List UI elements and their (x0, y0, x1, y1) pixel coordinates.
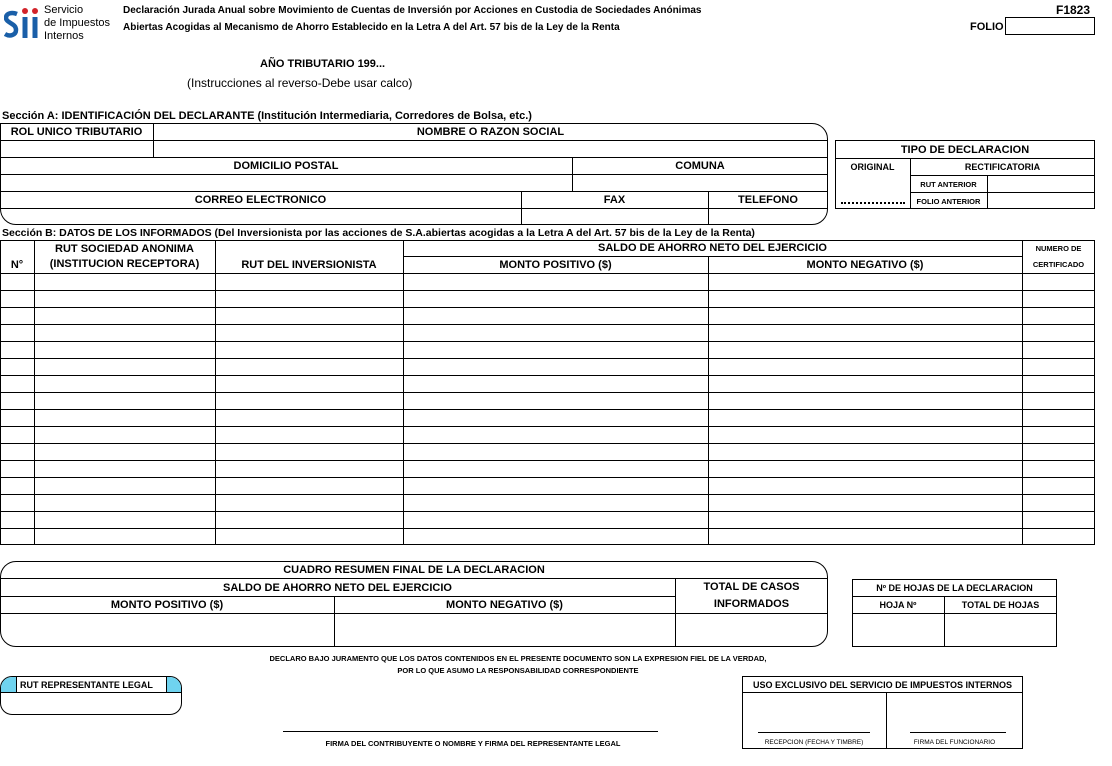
table-row (0, 494, 1095, 511)
row-cell-cert[interactable] (1023, 427, 1094, 442)
tipo-declaracion-title: TIPO DE DECLARACION (900, 143, 1030, 156)
folio-anterior-label: FOLIO ANTERIOR (916, 196, 981, 206)
rep-legal-input[interactable] (8, 693, 174, 713)
folio-input[interactable] (1005, 17, 1095, 35)
row-cell-rut-sa[interactable] (35, 342, 214, 357)
row-cell-rut-inv[interactable] (216, 359, 402, 374)
sii-logo-mark (4, 4, 42, 44)
row-cell-pos[interactable] (404, 529, 707, 544)
row-cell-pos[interactable] (404, 393, 707, 408)
row-cell-neg[interactable] (709, 308, 1021, 323)
row-cell-pos[interactable] (404, 444, 707, 459)
name-label: NOMBRE O RAZON SOCIAL (416, 126, 565, 138)
row-cell-rut-sa[interactable] (35, 359, 214, 374)
signature-label: FIRMA DEL CONTRIBUYENTE O NOMBRE Y FIRMA DEL REPRESENTANTE LEGAL (325, 738, 621, 748)
resumen-pos-label: MONTO POSITIVO ($) (110, 599, 224, 611)
row-cell-pos[interactable] (404, 376, 707, 391)
row-cell-num[interactable] (1, 529, 33, 544)
row-cell-rut-inv[interactable] (216, 478, 402, 493)
row-cell-rut-inv[interactable] (216, 461, 402, 476)
row-cell-pos[interactable] (404, 512, 707, 527)
original-label: ORIGINAL (850, 162, 895, 172)
row-cell-neg[interactable] (709, 325, 1021, 340)
row-cell-rut-sa[interactable] (35, 410, 214, 425)
year-label: AÑO TRIBUTARIO 199... (260, 58, 386, 70)
row-cell-num[interactable] (1, 512, 33, 527)
resumen-saldo-label: SALDO DE AHORRO NETO DEL EJERCICIO (223, 581, 452, 594)
logo-line-2: de Impuestos (44, 17, 111, 29)
resumen-total-line-1: TOTAL DE CASOS (703, 581, 800, 593)
row-cell-pos[interactable] (404, 427, 707, 442)
table-row (0, 273, 1095, 290)
declaration-line-2: POR LO QUE ASUMO LA RESPONSABILIDAD CORRESPONDIENTE (397, 665, 639, 675)
resumen-total-label (675, 579, 828, 613)
sii-logo (4, 4, 114, 44)
row-cell-rut-inv[interactable] (216, 495, 402, 510)
resumen-pos-input[interactable] (6, 614, 333, 644)
row-cell-num[interactable] (1, 427, 33, 442)
table-row (0, 511, 1095, 528)
row-cell-pos[interactable] (404, 495, 707, 510)
form-title-line-2: Abiertas Acogidas al Mecanismo de Ahorro Establecido en la Letra A del Art. 57 bis de la Ley de la Renta (123, 22, 620, 33)
row-cell-cert[interactable] (1023, 376, 1094, 391)
row-cell-rut-sa[interactable] (35, 376, 214, 391)
row-cell-cert[interactable] (1023, 461, 1094, 476)
row-cell-pos[interactable] (404, 359, 707, 374)
fax-label: FAX (603, 194, 626, 206)
col-cert-line-2: CERTIFICADO (1032, 259, 1085, 269)
row-cell-rut-inv[interactable] (216, 427, 402, 442)
row-cell-num[interactable] (1, 478, 33, 493)
rut-input[interactable] (1, 141, 152, 156)
resumen-neg-input[interactable] (335, 614, 674, 646)
row-cell-num[interactable] (1, 359, 33, 374)
row-cell-neg[interactable] (709, 427, 1021, 442)
row-cell-rut-inv[interactable] (216, 342, 402, 357)
row-cell-pos[interactable] (404, 325, 707, 340)
folio-label: FOLIO (970, 21, 1004, 33)
row-cell-pos[interactable] (404, 291, 707, 306)
firma-funcionario-label: FIRMA DEL FUNCIONARIO (913, 738, 996, 746)
hojas-title: Nº DE HOJAS DE LA DECLARACION (876, 583, 1033, 593)
hoja-num-label: HOJA Nº (879, 600, 917, 610)
row-cell-rut-sa[interactable] (35, 444, 214, 459)
row-cell-rut-inv[interactable] (216, 393, 402, 408)
row-cell-num[interactable] (1, 444, 33, 459)
row-cell-cert[interactable] (1023, 512, 1094, 527)
row-cell-cert[interactable] (1023, 342, 1094, 357)
row-cell-num[interactable] (1, 291, 33, 306)
fax-input[interactable] (522, 209, 707, 224)
uso-exclusivo-title: USO EXCLUSIVO DEL SERVICIO DE IMPUESTOS INTERNOS (752, 679, 1013, 690)
resumen-title: CUADRO RESUMEN FINAL DE LA DECLARACION (283, 564, 545, 576)
table-row (0, 290, 1095, 307)
row-cell-neg[interactable] (709, 342, 1021, 357)
row-cell-neg[interactable] (709, 291, 1021, 306)
col-rut-sa-line-1: RUT SOCIEDAD ANONIMA (55, 242, 194, 255)
row-cell-neg[interactable] (709, 478, 1021, 493)
row-cell-cert[interactable] (1023, 410, 1094, 425)
row-cell-cert[interactable] (1023, 478, 1094, 493)
row-cell-rut-inv[interactable] (216, 291, 402, 306)
row-cell-rut-sa[interactable] (35, 529, 214, 544)
form-code: F1823 (1056, 3, 1091, 17)
row-cell-rut-sa[interactable] (35, 325, 214, 340)
row-cell-rut-inv[interactable] (216, 376, 402, 391)
row-cell-pos[interactable] (404, 478, 707, 493)
signature-line (283, 731, 658, 732)
row-cell-neg[interactable] (709, 410, 1021, 425)
name-input[interactable] (154, 141, 826, 156)
row-cell-num[interactable] (1, 495, 33, 510)
table-row (0, 460, 1095, 477)
row-cell-cert[interactable] (1023, 444, 1094, 459)
row-cell-num[interactable] (1, 376, 33, 391)
row-cell-cert[interactable] (1023, 325, 1094, 340)
row-cell-pos[interactable] (404, 410, 707, 425)
col-cert-line-1: NUMERO DE (1035, 243, 1082, 253)
row-cell-neg[interactable] (709, 444, 1021, 459)
table-row (0, 375, 1095, 392)
row-cell-cert[interactable] (1023, 495, 1094, 510)
row-cell-neg[interactable] (709, 512, 1021, 527)
logo-line-3: Internos (44, 30, 84, 42)
row-cell-rut-sa[interactable] (35, 291, 214, 306)
col-rut-sa-header (34, 240, 215, 273)
row-cell-rut-sa[interactable] (35, 495, 214, 510)
row-cell-num[interactable] (1, 410, 33, 425)
rut-label: ROL UNICO TRIBUTARIO (10, 126, 143, 138)
row-cell-rut-sa[interactable] (35, 393, 214, 408)
row-cell-cert[interactable] (1023, 529, 1094, 544)
row-cell-neg[interactable] (709, 393, 1021, 408)
row-cell-num[interactable] (1, 342, 33, 357)
col-cert-header (1022, 240, 1095, 273)
row-cell-rut-sa[interactable] (35, 427, 214, 442)
email-label: CORREO ELECTRONICO (194, 194, 327, 206)
email-input[interactable] (1, 209, 520, 224)
rut-anterior-input[interactable] (988, 176, 1094, 191)
row-cell-rut-inv[interactable] (216, 444, 402, 459)
row-cell-num[interactable] (1, 393, 33, 408)
row-cell-rut-inv[interactable] (216, 512, 402, 527)
table-row (0, 409, 1095, 426)
row-cell-cert[interactable] (1023, 291, 1094, 306)
phone-label: TELEFONO (738, 194, 798, 206)
row-cell-cert[interactable] (1023, 359, 1094, 374)
row-cell-rut-sa[interactable] (35, 461, 214, 476)
row-cell-cert[interactable] (1023, 274, 1094, 289)
total-hojas-input[interactable] (945, 614, 1056, 646)
logo-line-1: Servicio (44, 4, 84, 16)
section-b-title: Sección B: DATOS DE LOS INFORMADOS (Del Inversionista por las acciones de S.A.abiertas acogidas a la Letra A del Art. 57 bis de la Ley de la Renta) (2, 227, 755, 239)
total-hojas-label: TOTAL DE HOJAS (961, 600, 1040, 610)
row-cell-cert[interactable] (1023, 308, 1094, 323)
table-row (0, 477, 1095, 494)
row-cell-rut-inv[interactable] (216, 308, 402, 323)
row-cell-rut-inv[interactable] (216, 410, 402, 425)
address-input[interactable] (1, 175, 571, 190)
row-cell-rut-sa[interactable] (35, 478, 214, 493)
row-cell-cert[interactable] (1023, 393, 1094, 408)
form-title-line-1: Declaración Jurada Anual sobre Movimiento de Cuentas de Inversión por Acciones en Custodia de Sociedades Anónimas (123, 5, 702, 16)
col-num-header: N° (10, 259, 24, 271)
row-cell-rut-inv[interactable] (216, 529, 402, 544)
row-cell-pos[interactable] (404, 274, 707, 289)
rut-anterior-label: RUT ANTERIOR (920, 179, 977, 189)
row-cell-num[interactable] (1, 274, 33, 289)
hoja-num-input[interactable] (853, 614, 943, 646)
row-cell-num[interactable] (1, 308, 33, 323)
row-cell-neg[interactable] (709, 461, 1021, 476)
recepcion-label: RECEPCION (FECHA Y TIMBRE) (764, 738, 864, 746)
folio-anterior-input[interactable] (988, 193, 1094, 208)
row-cell-rut-sa[interactable] (35, 274, 214, 289)
row-cell-neg[interactable] (709, 359, 1021, 374)
section-a-title: Sección A: IDENTIFICACIÓN DEL DECLARANTE (Institución Intermediaria, Corredores de Bolsa, etc.) (2, 110, 532, 122)
row-cell-pos[interactable] (404, 342, 707, 357)
sii-logo-text (44, 4, 110, 43)
col-rut-sa-line-2: (INSTITUCION RECEPTORA) (49, 257, 200, 270)
table-row (0, 324, 1095, 341)
resumen-neg-label: MONTO NEGATIVO ($) (446, 599, 563, 611)
declaration-line-1: DECLARO BAJO JURAMENTO QUE LOS DATOS CONTENIDOS EN EL PRESENTE DOCUMENTO SON LA EXPRESION FIEL DE LA VERDAD, (269, 653, 767, 663)
row-cell-num[interactable] (1, 461, 33, 476)
original-dotted-line (841, 202, 905, 204)
table-row (0, 392, 1095, 409)
resumen-total-line-2: INFORMADOS (713, 598, 790, 610)
rectificatoria-label: RECTIFICATORIA (964, 162, 1041, 172)
signature-field[interactable] (283, 705, 658, 730)
col-saldo-header: SALDO DE AHORRO NETO DEL EJERCICIO (598, 242, 827, 254)
row-cell-pos[interactable] (404, 308, 707, 323)
table-row (0, 307, 1095, 324)
rep-legal-label: RUT REPRESENTANTE LEGAL (20, 680, 153, 690)
resumen-total-input[interactable] (676, 614, 816, 644)
col-rut-inv-header: RUT DEL INVERSIONISTA (241, 259, 377, 271)
row-cell-neg[interactable] (709, 376, 1021, 391)
table-row (0, 443, 1095, 460)
table-row (0, 528, 1095, 545)
phone-input[interactable] (709, 209, 819, 224)
row-cell-neg[interactable] (709, 529, 1021, 544)
comuna-label: COMUNA (675, 160, 725, 172)
row-cell-num[interactable] (1, 325, 33, 340)
table-row (0, 358, 1095, 375)
row-cell-neg[interactable] (709, 495, 1021, 510)
table-row (0, 426, 1095, 443)
table-row (0, 341, 1095, 358)
address-label: DOMICILIO POSTAL (233, 160, 339, 172)
row-cell-pos[interactable] (404, 461, 707, 476)
col-neg-header: MONTO NEGATIVO ($) (806, 259, 924, 271)
row-cell-rut-sa[interactable] (35, 308, 214, 323)
row-cell-rut-sa[interactable] (35, 512, 214, 527)
comuna-input[interactable] (573, 175, 826, 190)
instructions-note: (Instrucciones al reverso-Debe usar calco) (187, 76, 413, 90)
row-cell-rut-inv[interactable] (216, 274, 402, 289)
row-cell-rut-inv[interactable] (216, 325, 402, 340)
col-pos-header: MONTO POSITIVO ($) (499, 259, 612, 271)
row-cell-neg[interactable] (709, 274, 1021, 289)
